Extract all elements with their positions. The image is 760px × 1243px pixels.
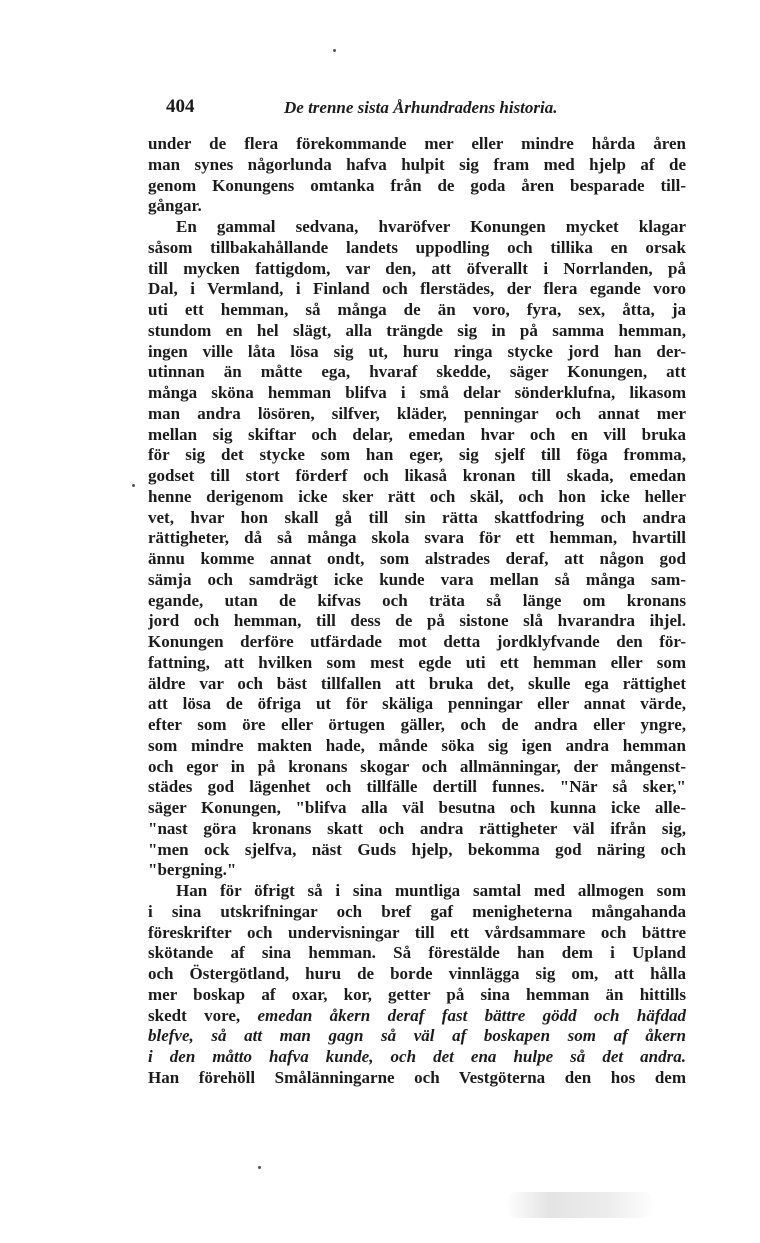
running-title: De trenne sista Århundradens historia. (284, 98, 558, 117)
text-line-italic: emedan åkern deraf fast bättre gödd och häfdad (257, 1005, 686, 1025)
text-line: äldre var och bäst tillfallen att bruka det, skulle ega rättighet (148, 673, 686, 693)
text-line: mer boskap af oxar, kor, getter på sina hemman än hittills (148, 984, 686, 1004)
text-line: föreskrifter och undervisningar till ett vårdsammare och bättre (148, 922, 686, 942)
text-line: Dal, i Vermland, i Finland och flerstädes, der flera egande voro (148, 279, 686, 299)
text-line: En gammal sedvana, hvaröfver Konungen mycket klagar (176, 217, 686, 236)
text-line: ännu komme annat ondt, som alstrades deraf, att någon god (148, 549, 686, 568)
text-line-italic: i den måtto hafva kunde, och det ena hulpe så det andra. (148, 1047, 686, 1066)
text-line: i sina utskrifningar och bref gaf menigheterna mångahanda (148, 901, 686, 921)
text-line: man synes någorlunda hafva hulpit sig fram med hjelp af de (148, 154, 686, 174)
text-line: Han förehöll Smålänningarne och Vestgöterna den hos dem (148, 1067, 686, 1087)
text-line: ingen ville låta lösa sig ut, huru ringa stycke jord han der- (148, 341, 686, 361)
text-line: för sig det stycke som han eger, sig sjelf till föga fromma, (148, 445, 686, 465)
text-line: "bergning." (148, 860, 237, 880)
text-line: vet, hvar hon skall gå till sin rätta skattfodring och andra (148, 507, 686, 527)
text-line: som mindre makten hade, månde söka sig igen andra hemman (148, 735, 686, 755)
text-line: "nast göra kronans skatt och andra rättigheter väl ifrån sig, (148, 818, 686, 838)
text-line: genom Konungens omtanka från de goda åren besparade till- (148, 175, 686, 195)
page-header (150, 96, 620, 118)
text-line: Han för öfrigt så i sina muntliga samtal med allmogen som (176, 881, 686, 900)
body-text (148, 134, 686, 1089)
text-line: sämja och samdrägt icke kunde vara mellan så många sam- (148, 569, 686, 589)
text-line: under de flera förekommande mer eller mindre hårda åren (148, 134, 686, 153)
text-line: och Östergötland, huru de borde vinnlägga sig om, att hålla (148, 964, 686, 983)
text-line: skötande af sina hemman. Så förestälde han dem i Upland (148, 943, 686, 963)
text-line: henne derigenom icke sker rätt och skäl, och hon icke heller (148, 486, 686, 506)
text-line: såsom tillbakahållande landets uppodling och tillika en orsak (148, 237, 686, 257)
page-number: 404 (166, 96, 195, 117)
speck (258, 1166, 261, 1169)
text-line: många sköna hemman blifva i små delar sönderklufna, likasom (148, 383, 686, 402)
text-line: efter som öre eller örtugen gäller, och de andra eller yngre, (148, 715, 686, 734)
text-line-roman: skedt vore, (148, 1005, 258, 1025)
text-line: stundom en hel slägt, alla trängde sig in på samma hemman, (148, 320, 686, 340)
text-line: Konungen derföre utfärdade mot detta jordklyfvande den för- (148, 632, 686, 651)
text-line: egande, utan de kifvas och träta så länge om kronans (148, 590, 686, 610)
text-line: fattning, att hvilken som mest egde uti ett hemman eller som (148, 652, 686, 672)
text-line: man andra lösören, silfver, kläder, penningar och annat mer (148, 403, 686, 423)
text-line: att lösa de öfriga ut för skäliga penningar eller annat värde, (148, 694, 686, 714)
text-line-italic: blefve, så att man gagn så väl af boskapen som af åkern (148, 1026, 686, 1046)
text-line: gångar. (148, 196, 202, 216)
text-line: säger Konungen, "blifva alla väl besutna och kunna icke alle- (148, 798, 686, 817)
speck (333, 49, 336, 52)
text-line: städes god lägenhet och tillfälle dertill funnes. "När så sker," (148, 777, 686, 797)
text-line: till mycken fattigdom, var den, att öfverallt i Norrlanden, på (148, 258, 686, 278)
text-line (148, 1047, 686, 1068)
library-stamp-smudge (505, 1192, 655, 1218)
text-line: jord och hemman, till dess de på sistone slå hvarandra ihjel. (148, 611, 686, 631)
text-line: utinnan än måtte ega, hvaraf skedde, säger Konungen, att (148, 362, 686, 382)
text-line: uti ett hemman, så många de än voro, fyra, sex, åtta, ja (148, 300, 686, 319)
text-line: och egor in på kronans skogar och allmänningar, der mångenst- (148, 756, 686, 776)
text-line (148, 1026, 686, 1047)
text-line: rättigheter, då så många skola svara för ett hemman, hvartill (148, 528, 686, 548)
text-line (148, 1006, 686, 1027)
text-line: "men ock sjelfva, näst Guds hjelp, bekomma god näring och (148, 839, 686, 859)
text-line: godset till stort förderf och likaså kronan till skada, emedan (148, 466, 686, 485)
text-line: mellan sig skiftar och delar, emedan hvar och en vill bruka (148, 424, 686, 444)
speck (132, 484, 135, 487)
